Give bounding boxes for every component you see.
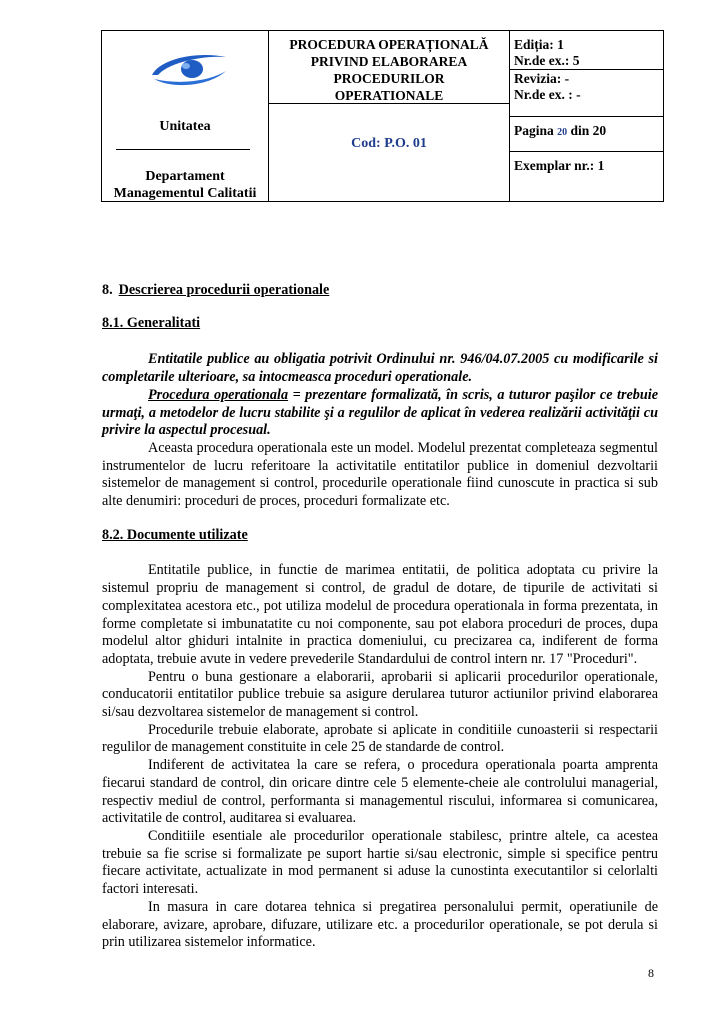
s82-paragraph: Indiferent de activitatea la care se refera, o procedura operationala poarta amprenta fiecarui standard de control, din oricare dintre cele 5 elemente-cheie ale controlului managerial, respectiv mediul de control, performanta si managementul riscului, informarea si comunicarea, activitatile de control, auditarea si evaluarea. [102, 757, 658, 827]
s81-paragraph-3: Aceasta procedura operationala este un model. Modelul prezentat completeaza segmentul instrumentelor de lucru referitoare la activitatile entitatilor publice in domeniul dezvoltarii sistemelor de management si control, procedurile operationale fiind cunoscute in practica si sub alte denumiri: proceduri de proces, proceduri formalizate etc. [102, 439, 658, 510]
nr-ex-1-label: Nr.de ex.: 5 [514, 53, 580, 68]
section-8-number: 8. [102, 282, 113, 298]
s82-paragraph: Entitatile publice, in functie de marimea entitatii, de politica adoptata cu privire la sistemul propriu de management si control, de gradul de dotare, de tipurile de activitati si complexitatea acestora etc., pot utiliza modelul de procedura operationala in forma prezentata, in forme completate si imbunatatite cu noi componente, sau pot elabora proceduri de proces, dupa modelul altor ghiduri intalnite in practica domeniului, cu precizarea ca, indiferent de forma adoptata, trebuie avute in vedere prevederile Standardului de control intern nr. 17 "Proceduri". [102, 562, 658, 667]
procedure-title-line: OPERATIONALE [334, 88, 444, 103]
department-line-1: Departament [145, 169, 225, 184]
procedure-code: Cod: P.O. 01 [351, 136, 427, 151]
exemplar-label: Exemplar nr.: 1 [514, 158, 605, 173]
header-info-cell [510, 31, 664, 202]
document-body [102, 282, 658, 952]
s82-paragraph: Conditiile esentiale ale procedurilor operationale stabilesc, printre altele, ca acestea trebuie sa fie scrise si formalizate pe suport hartie si/sau electronic, simple si specifice pentru fiecare activitate, actualizate in mod permanent si aduse la cunostinta executantilor si celorlalti factori interesati. [102, 827, 658, 898]
document-header-table [101, 30, 664, 202]
procedure-title-line: PROCEDURILOR [333, 71, 445, 86]
procedure-definition: = prezentare formalizată, în scris, a tuturor paşilor ce trebuie urmaţi, a metodelor de lucru stabilite şi a regulilor de aplicat în vederea realizării activităţii cu privire la aspectul procesual. [102, 386, 659, 439]
procedure-title-line: PRIVIND ELABORAREA [310, 54, 468, 69]
s82-paragraph: Procedurile trebuie elaborate, aprobate si aplicate in conditiile cunoasterii si respectarii regulilor de management constituite in cele 25 de standarde de control. [102, 721, 658, 756]
unit-blank-line [116, 149, 250, 150]
page-number: 8 [648, 966, 654, 980]
unit-label: Unitatea [159, 119, 211, 134]
procedure-title-line: PROCEDURA OPERAȚIONALĂ [289, 37, 489, 52]
section-8-2-heading: 8.2. Documente utilizate [102, 526, 248, 543]
s81-paragraph-1: Entitatile publice au obligatia potrivit Ordinului nr. 946/04.07.2005 cu modificarile si completarile ulterioare, sa intocmeasca proceduri operationale. [102, 351, 658, 386]
procedure-term: Procedura operationala [148, 386, 289, 403]
mid-divider [269, 103, 509, 104]
pagina-current: 20 [557, 127, 568, 138]
header-procedure-cell [269, 31, 510, 202]
pagina-prefix: Pagina [514, 123, 554, 138]
info-divider [510, 116, 663, 117]
revizia-label: Revizia: - [514, 71, 570, 86]
s81-paragraph-2 [102, 387, 658, 440]
procedure-title [269, 36, 509, 104]
header-unit-cell [102, 31, 269, 202]
section-8-title: Descrierea procedurii operationale [118, 282, 330, 298]
pagina-total: 20 [592, 123, 607, 138]
section-8-heading [102, 282, 658, 300]
department-label [102, 168, 268, 202]
department-line-2: Managementul Calitatii [113, 186, 257, 201]
nr-ex-2-label: Nr.de ex. : - [514, 87, 581, 102]
info-divider [510, 151, 663, 152]
info-divider [510, 69, 663, 70]
s82-paragraph: In masura in care dotarea tehnica si pregatirea personalului permit, operatiunile de elaborare, avizare, aprobare, difuzare, utilizare etc. a procedurilor operationale, se pot derula si prin utilizarea sistemelor informatice. [102, 898, 658, 951]
pagina-label [514, 123, 606, 141]
section-8-1-heading: 8.1. Generalitati [102, 314, 201, 331]
editia-label: Ediția: 1 [514, 37, 564, 52]
company-logo-icon [146, 45, 230, 93]
s82-paragraph: Pentru o buna gestionare a elaborarii, aprobarii si aplicarii procedurilor operationale, conducatorii entitatilor publice trebuie sa asigure derularea tuturor actiunilor privind elaborarea si/sau dezvoltarea sistemelor de management si control. [102, 668, 658, 721]
pagina-mid: din [570, 123, 590, 138]
